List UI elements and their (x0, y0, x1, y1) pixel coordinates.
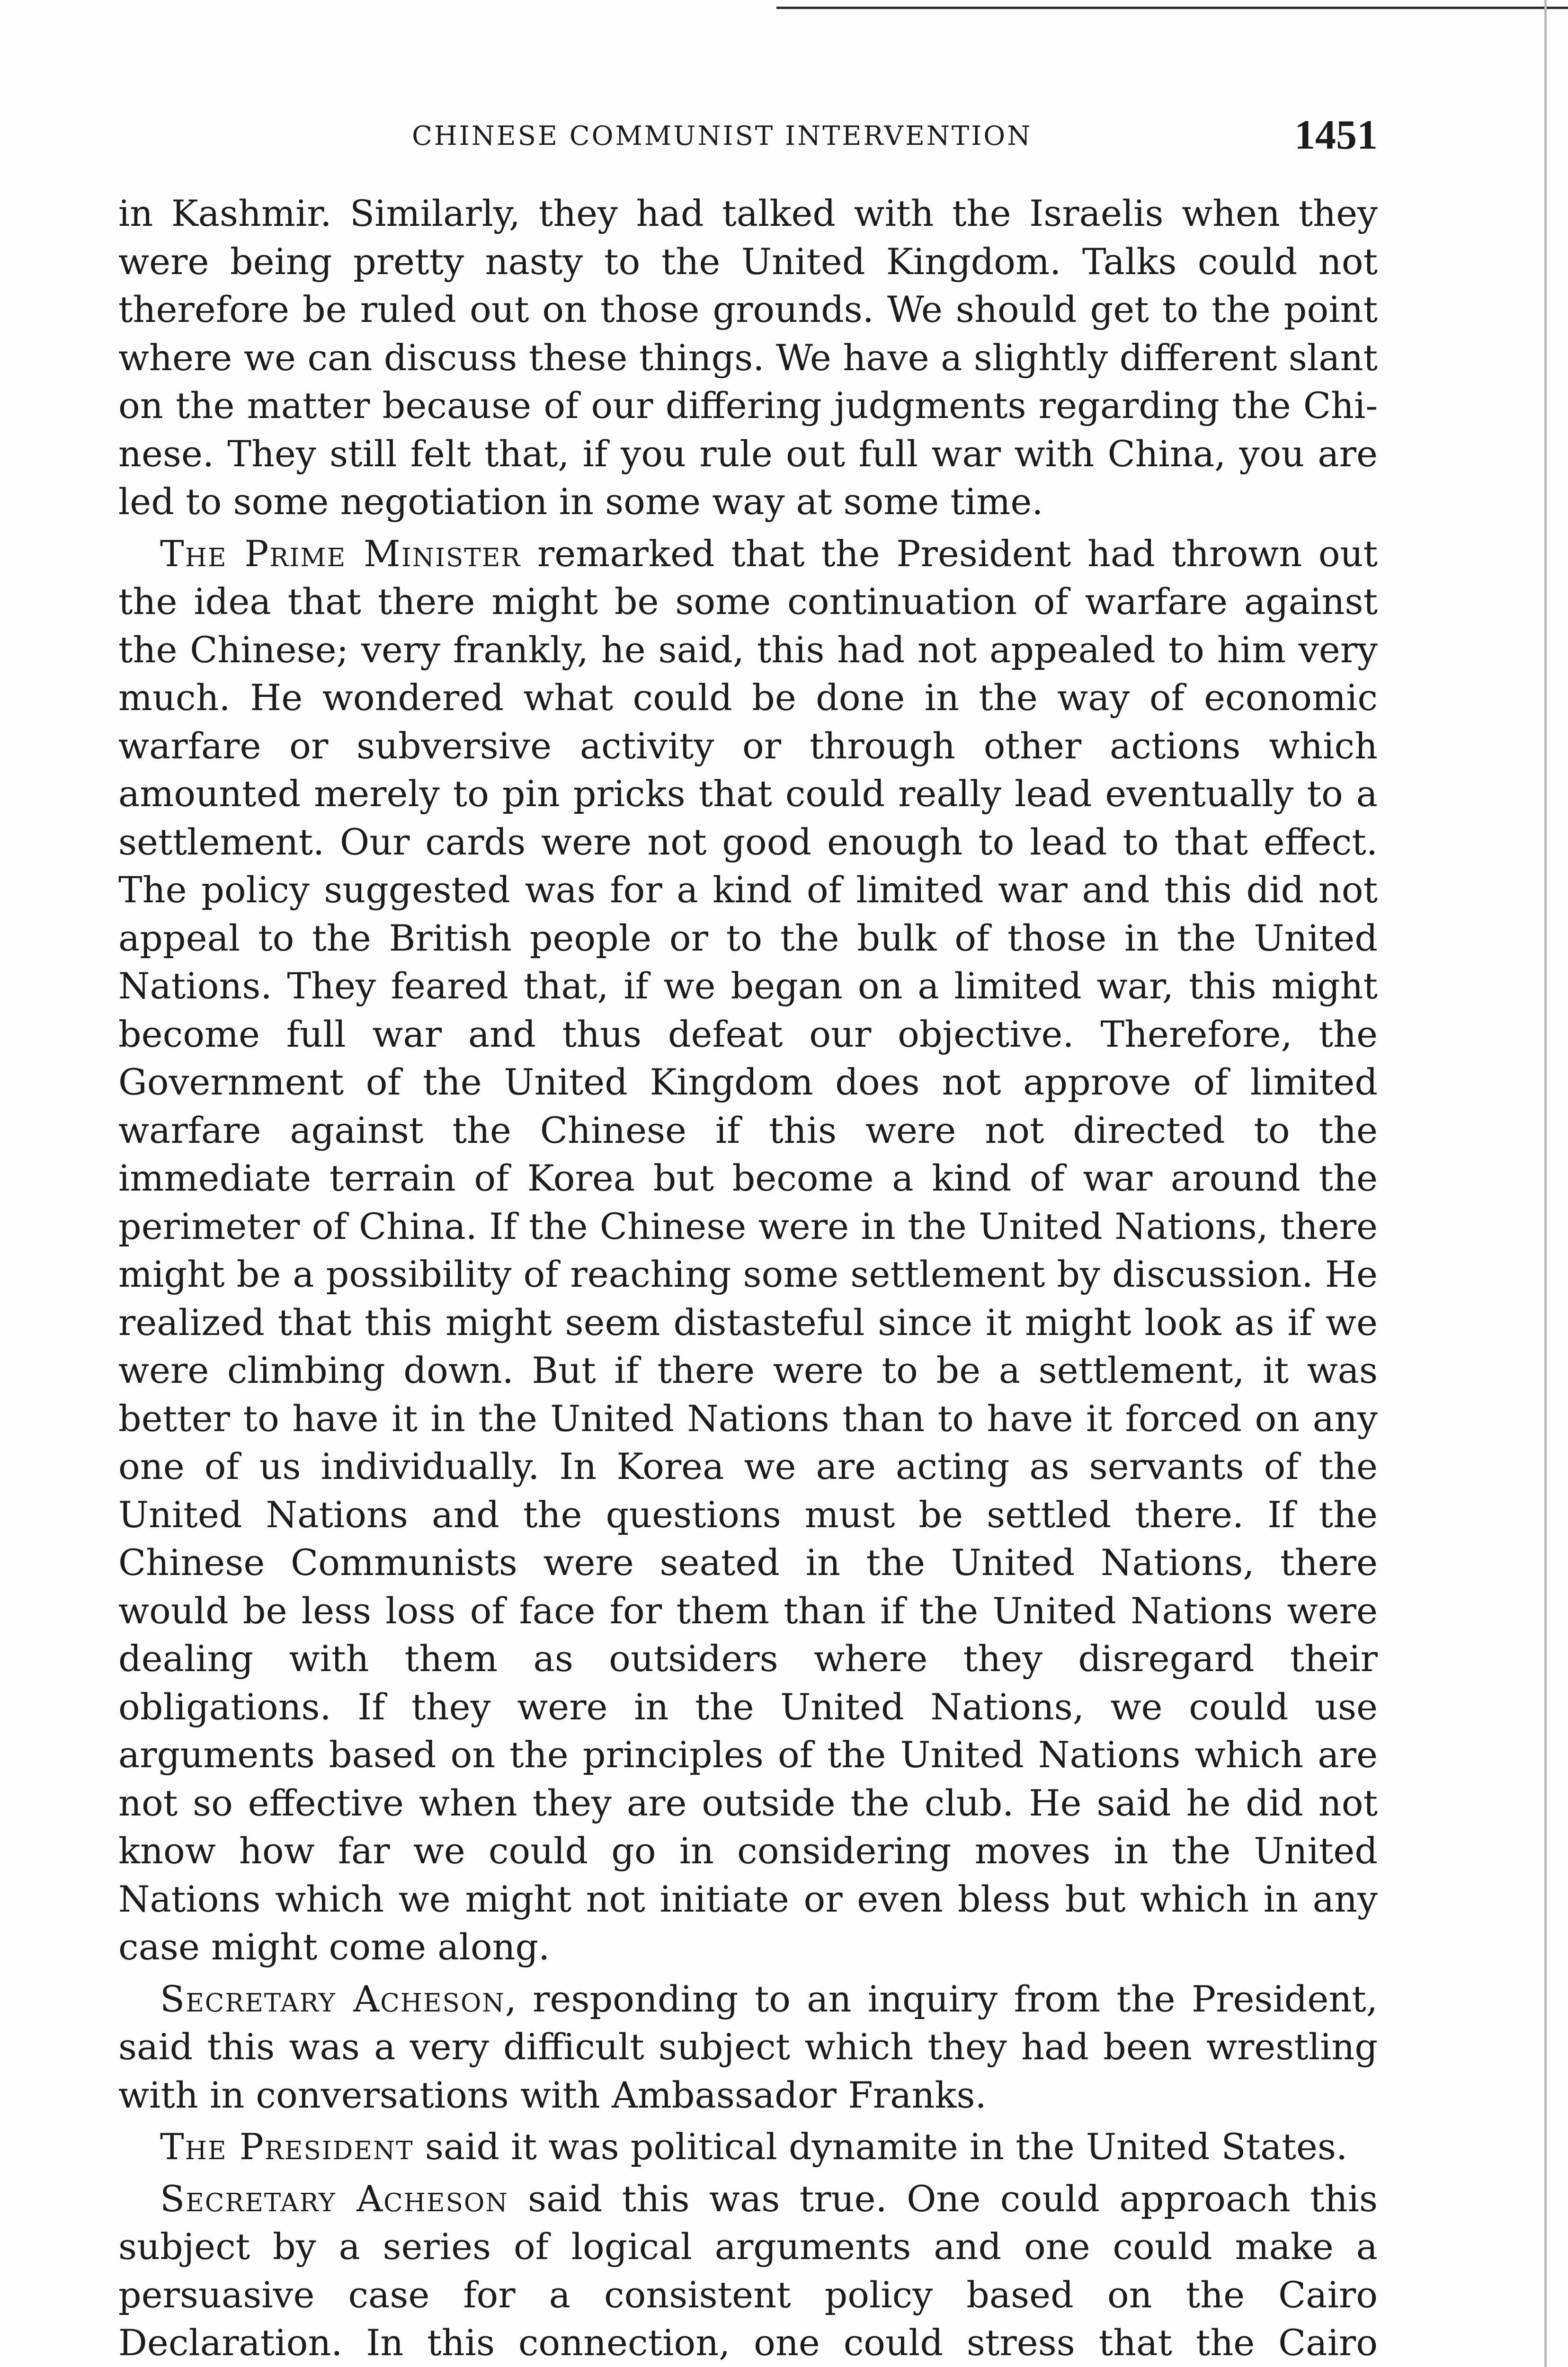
paragraph-2 (118, 530, 1378, 1971)
paragraph-5 (118, 2175, 1378, 2367)
paragraph-1 (118, 189, 1378, 526)
page-number: 1451 (1294, 112, 1378, 158)
speaker-name: Secretary Acheson (160, 1977, 505, 2020)
speaker-name: The President (160, 2126, 414, 2168)
speaker-name: The Prime Minister (160, 532, 521, 575)
paragraph-text: remarked that the President had thrown out the idea that there might be some continuation of warfare against the Chinese; very frankly, he said, this had not appealed to him very much. He wondered what could be done in the way of economic warfare or subversive activity or through other actions which amounted merely to pin pricks that could really lead eventually to a settlement. Our cards were not good enough to lead to that effect. The policy suggested was for a kind of limited war and this did not appeal to the British people or to the bulk of those in the United Nations. They feared that, if we began on a limited war, this might become full war and thus defeat our objective. Therefore, the Government of the United Kingdom does not approve of limited warfare against the Chinese if this were not directed to the immediate terrain of Korea but become a kind of war around the perimeter of China. If the Chinese were in the United Nations, there might be a possibility of reaching some settlement by discussion. He realized that this might seem distasteful since it might look as if we were climbing down. But if there were to be a settlement, it was better to have it in the United Nations than to have it forced on any one of us individually. In Korea we are acting as servants of the United Nations and the questions must be settled there. If the Chinese Communists were seated in the United Nations, there would be less loss of face for them than if the United Nations were dealing with them as outsiders where they disregard their obligations. If they were in the United Nations, we could use arguments based on the principles of the United Nations which are not so effective when they are outside the club. He said he did not know how far we could go in considering moves in the United Nations which we might not initiate or even bless but which in any case might come along. (118, 532, 1378, 1968)
speaker-name: Secretary Acheson (160, 2177, 508, 2220)
binding-edge-rule (1544, 0, 1547, 2367)
paragraph-text: said this was true. One could approach this subject by a series of logical arguments and one could make a persuasive case for a consistent policy based on the Cairo Declaration. In this connection, one could stress that the Cairo (118, 2177, 1378, 2364)
paragraph-4 (118, 2123, 1378, 2171)
running-head: CHINESE COMMUNIST INTERVENTION (412, 121, 1033, 151)
paragraph-3 (118, 1975, 1378, 2119)
body-text (118, 189, 1378, 2367)
paragraph-text: in Kashmir. Similarly, they had talked with the Israelis when they were being pretty nasty to the United Kingdom. Talks could not therefore be ruled out on those grounds. We should get to the point where we can discuss these things. We have a slightly different slant on the matter because of our differing judgments regarding the Chinese. They still felt that, if you rule out full war with China, you are led to some negotiation in some way at some time. (118, 192, 1378, 523)
paragraph-text: said it was political dynamite in the United States. (413, 2126, 1348, 2168)
top-edge-rule (776, 7, 1568, 9)
page-header (118, 111, 1378, 168)
paragraph-text: , responding to an inquiry from the President, said this was a very difficult subject which they had been wrestling with in conversations with Ambassador Franks. (118, 1977, 1378, 2116)
